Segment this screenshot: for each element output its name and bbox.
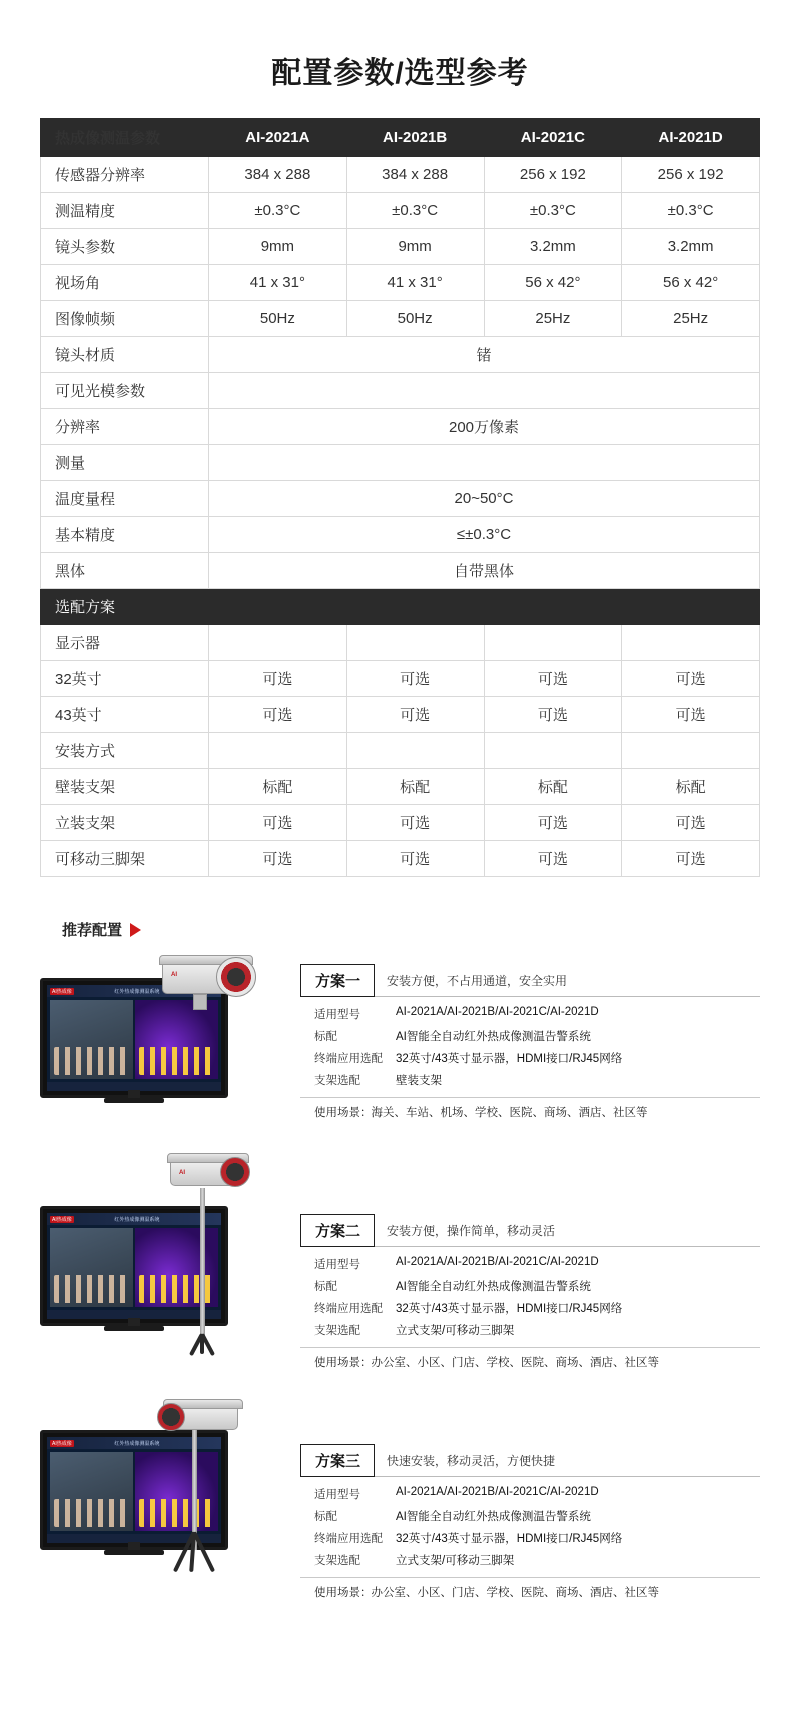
screen-top-bar (47, 1213, 221, 1225)
row-cell: 384 x 288 (346, 157, 484, 193)
row-cell: 可选 (622, 841, 760, 877)
camera-body (170, 1158, 244, 1186)
row-cell: 3.2mm (622, 229, 760, 265)
monitor-stand (104, 1326, 164, 1331)
field-value: 壁装支架 (396, 1075, 442, 1087)
spec-header-cell: AI-2021C (484, 119, 622, 157)
scene-value: 海关、车站、机场、学校、医院、商场、酒店、社区等 (371, 1107, 648, 1119)
row-cell: 9mm (346, 229, 484, 265)
screen-logo: AI热成像 (52, 1216, 72, 1223)
field-key: 支架选配 (314, 1075, 360, 1087)
plan-2-scene (300, 1347, 760, 1370)
field-key: 标配 (314, 1031, 337, 1043)
row-label: 测温精度 (41, 193, 209, 229)
floor-stand-pole (200, 1188, 205, 1338)
screen-header-text: 红外热成像测温系统 (114, 1440, 160, 1447)
field-value: AI智能全自动红外热成像测温告警系统 (396, 1511, 591, 1523)
row-cell: 标配 (484, 769, 622, 805)
row-cell: 可选 (484, 661, 622, 697)
section-header-optional (41, 589, 760, 625)
row-cell: 可选 (346, 805, 484, 841)
thermal-pane (135, 1228, 218, 1307)
row-label: 分辨率 (41, 409, 209, 445)
row-cell (484, 733, 622, 769)
recommended-config-heading (0, 877, 800, 946)
row-label: 镜头参数 (41, 229, 209, 265)
row-label: 测量 (41, 445, 209, 481)
row-cell-merged: 20~50°C (209, 481, 760, 517)
row-label: 32英寸 (41, 661, 209, 697)
thermal-camera-graphic (162, 960, 248, 994)
field-key: 标配 (314, 1511, 337, 1523)
field-value: 32英寸/43英寸显示器，HDMI接口/RJ45网络 (396, 1533, 623, 1545)
row-label: 43英寸 (41, 697, 209, 733)
row-label: 传感器分辨率 (41, 157, 209, 193)
row-cell: 56 x 42° (622, 265, 760, 301)
row-cell: ±0.3°C (209, 193, 347, 229)
recommended-config-label: 推荐配置 (62, 922, 123, 939)
plan-tag: 方案一 (300, 964, 375, 997)
row-cell: 可选 (622, 661, 760, 697)
row-cell: ±0.3°C (484, 193, 622, 229)
row-label: 视场角 (41, 265, 209, 301)
plan-tag: 方案二 (300, 1214, 375, 1247)
row-cell: 可选 (209, 805, 347, 841)
plan-2-info (300, 1158, 760, 1370)
table-row (41, 661, 760, 697)
table-row (41, 193, 760, 229)
screen-header-text: 红外热成像测温系统 (114, 988, 160, 995)
row-label: 安装方式 (41, 733, 209, 769)
screen-panes (47, 1225, 221, 1310)
spec-header-cell: AI-2021B (346, 119, 484, 157)
scene-label: 使用场景： (314, 1587, 372, 1599)
row-cell: 50Hz (346, 301, 484, 337)
field-value: AI-2021A/AI-2021B/AI-2021C/AI-2021D (396, 1006, 599, 1018)
plan-1-tag-row (300, 964, 760, 997)
row-label: 温度量程 (41, 481, 209, 517)
spec-header-cell: AI-2021D (622, 119, 760, 157)
row-cell: 3.2mm (484, 229, 622, 265)
screen-header-text: 红外热成像测温系统 (114, 1216, 160, 1223)
monitor-screen (47, 1213, 221, 1319)
table-row (41, 625, 760, 661)
field-key: 支架选配 (314, 1555, 360, 1567)
row-cell-merged (209, 445, 760, 481)
row-label: 壁装支架 (41, 769, 209, 805)
table-row (41, 733, 760, 769)
field-key: 适用型号 (314, 1009, 360, 1021)
table-row (41, 517, 760, 553)
camera-wall-bracket (193, 994, 207, 1010)
row-cell: 41 x 31° (209, 265, 347, 301)
monitor-stand (104, 1098, 164, 1103)
camera-brand-mark: AI (179, 1170, 185, 1176)
plan-3-info (300, 1400, 760, 1600)
row-cell: ±0.3°C (622, 193, 760, 229)
row-cell: 41 x 31° (346, 265, 484, 301)
field-value: 32英寸/43英寸显示器，HDMI接口/RJ45网络 (396, 1053, 623, 1065)
row-cell: 可选 (484, 697, 622, 733)
row-cell-merged: 自带黑体 (209, 553, 760, 589)
row-label: 基本精度 (41, 517, 209, 553)
row-label: 镜头材质 (41, 337, 209, 373)
spec-table-header (41, 119, 760, 157)
table-row (41, 841, 760, 877)
row-cell: 25Hz (622, 301, 760, 337)
field-key: 终端应用选配 (314, 1303, 383, 1315)
list-item (300, 1003, 760, 1025)
table-row (41, 301, 760, 337)
plan-3-fields (300, 1483, 760, 1571)
field-value: 立式支架/可移动三脚架 (396, 1325, 515, 1337)
field-value: 立式支架/可移动三脚架 (396, 1555, 515, 1567)
camera-lens-icon (157, 1403, 185, 1431)
scene-value: 办公室、小区、门店、学校、医院、商场、酒店、社区等 (371, 1587, 659, 1599)
scene-label: 使用场景： (314, 1357, 372, 1369)
field-value: AI智能全自动红外热成像测温告警系统 (396, 1281, 591, 1293)
row-cell-merged (209, 373, 760, 409)
plan-3-tag-row (300, 1444, 760, 1477)
list-item (300, 1069, 760, 1091)
tripod-leg (200, 1334, 204, 1354)
list-item (300, 1483, 760, 1505)
plan-1-scene (300, 1097, 760, 1120)
list-item (300, 1047, 760, 1069)
field-key: 终端应用选配 (314, 1053, 383, 1065)
row-cell: 可选 (484, 841, 622, 877)
row-cell (622, 625, 760, 661)
field-key: 适用型号 (314, 1259, 360, 1271)
row-label: 立装支架 (41, 805, 209, 841)
table-row (41, 265, 760, 301)
field-key: 支架选配 (314, 1325, 360, 1337)
field-key: 标配 (314, 1281, 337, 1293)
row-label: 显示器 (41, 625, 209, 661)
page-title: 配置参数/选型参考 (271, 57, 529, 90)
row-cell (346, 733, 484, 769)
scene-value: 办公室、小区、门店、学校、医院、商场、酒店、社区等 (371, 1357, 659, 1369)
list-item (300, 1549, 760, 1571)
list-item (300, 1319, 760, 1341)
table-row (41, 229, 760, 265)
camera-body (166, 1404, 238, 1430)
plan-card-1 (0, 950, 800, 1128)
thermal-camera-graphic (166, 1404, 238, 1430)
camera-lens-icon (216, 957, 256, 997)
screen-logo: AI热成像 (52, 988, 72, 995)
row-cell (622, 733, 760, 769)
plan-tag: 方案三 (300, 1444, 375, 1477)
field-value: AI-2021A/AI-2021B/AI-2021C/AI-2021D (396, 1256, 599, 1268)
row-cell: 可选 (209, 697, 347, 733)
table-row (41, 445, 760, 481)
field-key: 适用型号 (314, 1489, 360, 1501)
row-label: 图像帧频 (41, 301, 209, 337)
display-monitor-graphic (40, 1430, 228, 1550)
camera-lens-icon (220, 1157, 250, 1187)
row-cell-merged: ≤±0.3°C (209, 517, 760, 553)
plan-1-info (300, 950, 760, 1120)
row-cell: 标配 (209, 769, 347, 805)
plan-2-fields (300, 1253, 760, 1341)
list-item (300, 1297, 760, 1319)
plan-1-illustration (40, 950, 300, 1128)
plan-2-illustration (40, 1158, 300, 1358)
row-label: 可移动三脚架 (41, 841, 209, 877)
row-cell: 可选 (346, 841, 484, 877)
table-row (41, 805, 760, 841)
row-cell: ±0.3°C (346, 193, 484, 229)
row-cell: 可选 (622, 805, 760, 841)
row-cell: 50Hz (209, 301, 347, 337)
thermal-pane (135, 1452, 218, 1531)
visible-light-pane (50, 1228, 133, 1307)
field-value: AI智能全自动红外热成像测温告警系统 (396, 1031, 591, 1043)
plan-slogan: 安装方便，不占用通道，安全实用 (375, 964, 760, 997)
row-label: 黑体 (41, 553, 209, 589)
screen-logo: AI热成像 (52, 1440, 72, 1447)
camera-brand-mark: AI (171, 972, 177, 978)
list-item (300, 1275, 760, 1297)
row-cell: 25Hz (484, 301, 622, 337)
row-cell: 标配 (622, 769, 760, 805)
monitor-stand (104, 1550, 164, 1555)
list-item (300, 1025, 760, 1047)
table-row (41, 409, 760, 445)
row-cell: 256 x 192 (622, 157, 760, 193)
row-cell: 可选 (484, 805, 622, 841)
row-cell: 可选 (346, 697, 484, 733)
section-label: 选配方案 (41, 589, 760, 625)
plan-3-illustration (40, 1400, 300, 1590)
spec-header-cell: 热成像测温参数 (41, 119, 209, 157)
plan-2-tag-row (300, 1214, 760, 1247)
table-row (41, 697, 760, 733)
field-value: 32英寸/43英寸显示器，HDMI接口/RJ45网络 (396, 1303, 623, 1315)
triangle-right-icon (130, 923, 141, 937)
row-cell: 标配 (346, 769, 484, 805)
plan-card-2 (0, 1158, 800, 1370)
row-cell: 可选 (622, 697, 760, 733)
row-cell (209, 733, 347, 769)
thermal-camera-graphic (170, 1158, 244, 1186)
field-key: 终端应用选配 (314, 1533, 383, 1545)
plan-slogan: 快速安装，移动灵活，方便快捷 (375, 1444, 760, 1477)
row-label: 可见光模参数 (41, 373, 209, 409)
row-cell (209, 625, 347, 661)
table-row (41, 337, 760, 373)
plan-1-fields (300, 1003, 760, 1091)
table-row (41, 553, 760, 589)
row-cell: 可选 (346, 661, 484, 697)
plan-3-scene (300, 1577, 760, 1600)
spec-table (40, 118, 760, 877)
row-cell: 9mm (209, 229, 347, 265)
row-cell-merged: 200万像素 (209, 409, 760, 445)
row-cell: 可选 (209, 841, 347, 877)
spec-table-wrap (0, 118, 800, 877)
camera-body (162, 960, 248, 994)
spec-header-cell: AI-2021A (209, 119, 347, 157)
visible-light-pane (50, 1000, 133, 1079)
list-item (300, 1505, 760, 1527)
plan-slogan: 安装方便，操作简单，移动灵活 (375, 1214, 760, 1247)
thermal-pane (135, 1000, 218, 1079)
scene-label: 使用场景： (314, 1107, 372, 1119)
list-item (300, 1253, 760, 1275)
row-cell (346, 625, 484, 661)
table-row (41, 769, 760, 805)
visible-light-pane (50, 1452, 133, 1531)
row-cell (484, 625, 622, 661)
list-item (300, 1527, 760, 1549)
row-cell-merged: 锗 (209, 337, 760, 373)
table-row (41, 157, 760, 193)
row-cell: 384 x 288 (209, 157, 347, 193)
row-cell: 56 x 42° (484, 265, 622, 301)
row-cell: 可选 (209, 661, 347, 697)
table-row (41, 481, 760, 517)
table-row (41, 373, 760, 409)
row-cell: 256 x 192 (484, 157, 622, 193)
field-value: AI-2021A/AI-2021B/AI-2021C/AI-2021D (396, 1486, 599, 1498)
plan-card-3 (0, 1400, 800, 1600)
